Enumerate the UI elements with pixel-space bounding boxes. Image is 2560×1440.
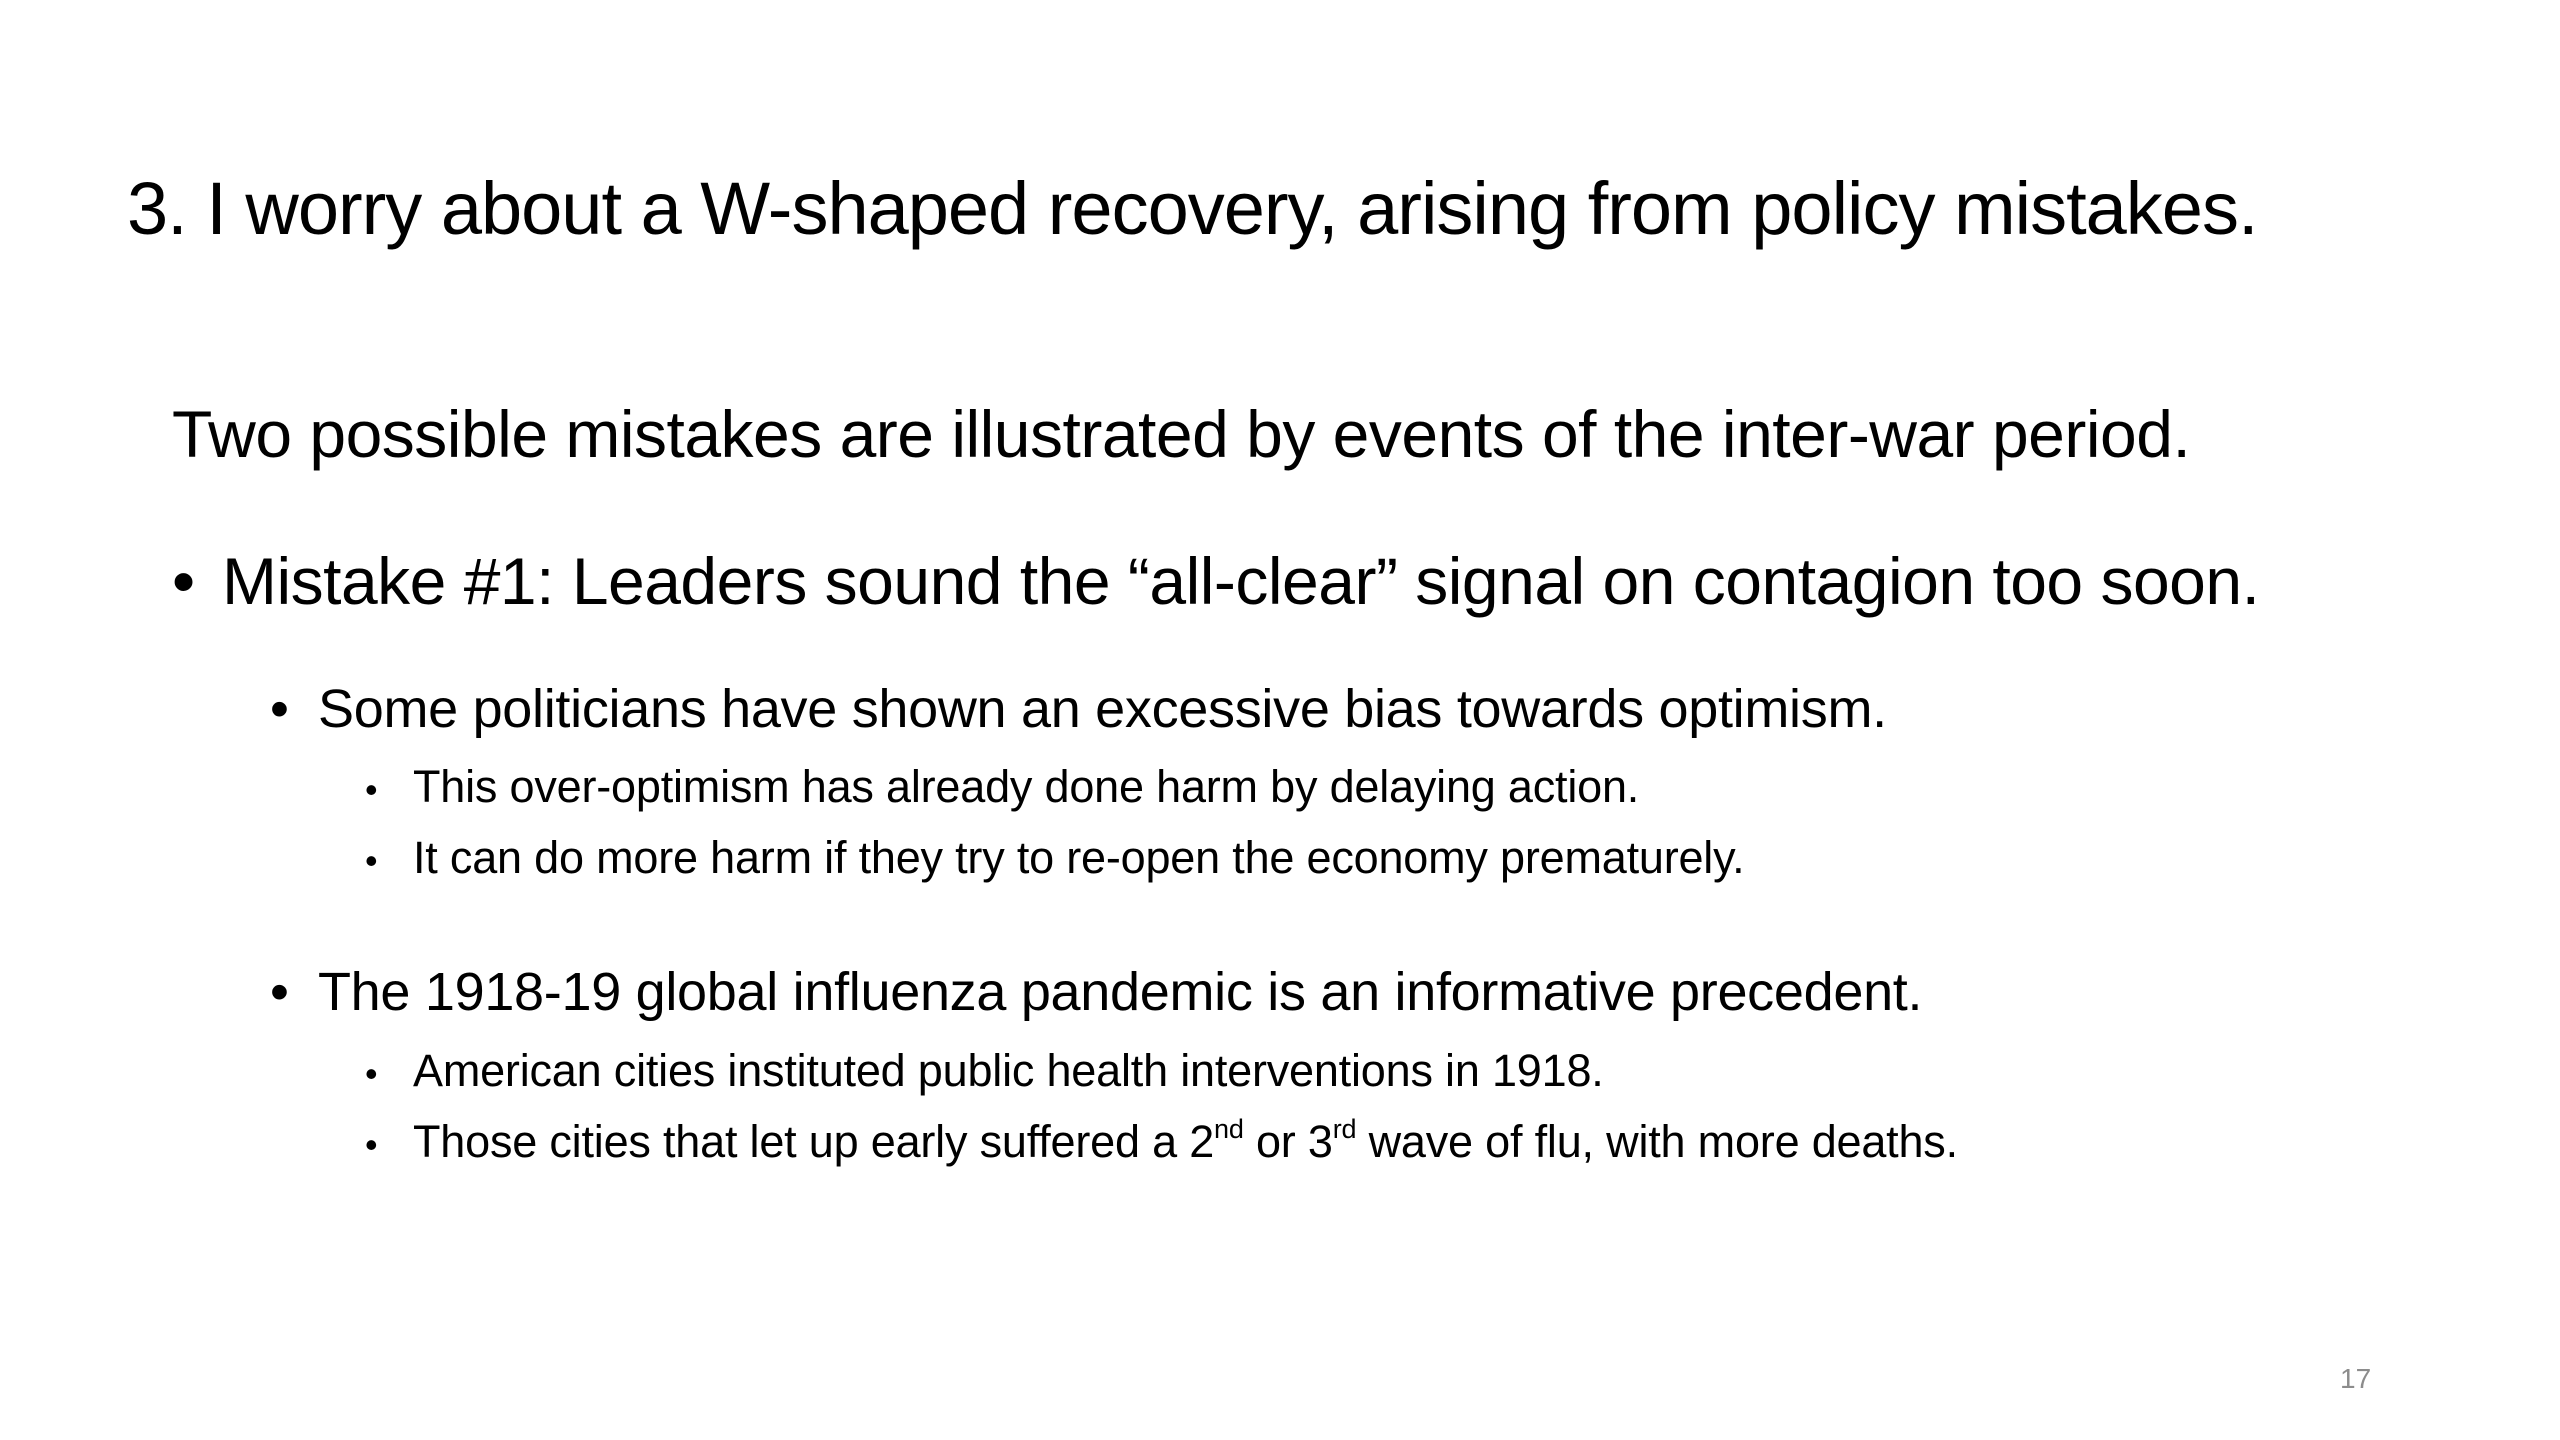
bullet-text: Mistake #1: Leaders sound the “all-clear” signal on contagion too soon.	[222, 544, 2260, 618]
wave-text-part-1: Those cities that let up early suffered a 2	[413, 1116, 1215, 1167]
bullet-dot-icon: •	[365, 1124, 378, 1165]
sub-bullet-text: This over-optimism has already done harm by delaying action.	[413, 761, 1640, 812]
intro-text: Two possible mistakes are illustrated by events of the inter-war period.	[172, 397, 2191, 471]
slide-title: 3. I worry about a W-shaped recovery, arising from policy mistakes.	[127, 167, 2258, 250]
sub-bullet-second-third-wave	[365, 1114, 1958, 1167]
sub-bullet-text	[413, 1114, 1958, 1167]
bullet-dot-icon: •	[270, 679, 289, 739]
bullet-dot-icon: •	[270, 962, 289, 1022]
bullet-text: The 1918-19 global influenza pandemic is an informative precedent.	[318, 962, 1923, 1022]
bullet-mistake-1	[172, 545, 2259, 618]
wave-text-part-3: wave of flu, with more deaths.	[1356, 1116, 1958, 1167]
bullet-text: Some politicians have shown an excessive bias towards optimism.	[318, 679, 1887, 739]
sub-bullet-text: American cities instituted public health interventions in 1918.	[413, 1045, 1604, 1096]
ordinal-suffix-rd: rd	[1332, 1114, 1357, 1145]
sub-bullet-text: It can do more harm if they try to re-open the economy prematurely.	[413, 832, 1745, 883]
sub-bullet-delaying-action	[365, 762, 1639, 812]
sub-bullet-reopen-prematurely	[365, 833, 1744, 883]
wave-text-part-2: or 3	[1243, 1116, 1333, 1167]
ordinal-suffix-nd: nd	[1214, 1114, 1244, 1145]
bullet-optimism-bias	[270, 680, 1887, 739]
bullet-dot-icon: •	[365, 769, 378, 810]
page-number: 17	[2340, 1363, 2372, 1394]
sub-bullet-health-interventions	[365, 1046, 1604, 1096]
bullet-influenza-precedent	[270, 963, 1922, 1022]
bullet-dot-icon: •	[365, 1053, 378, 1094]
bullet-dot-icon: •	[365, 840, 378, 881]
bullet-dot-icon: •	[172, 544, 195, 618]
